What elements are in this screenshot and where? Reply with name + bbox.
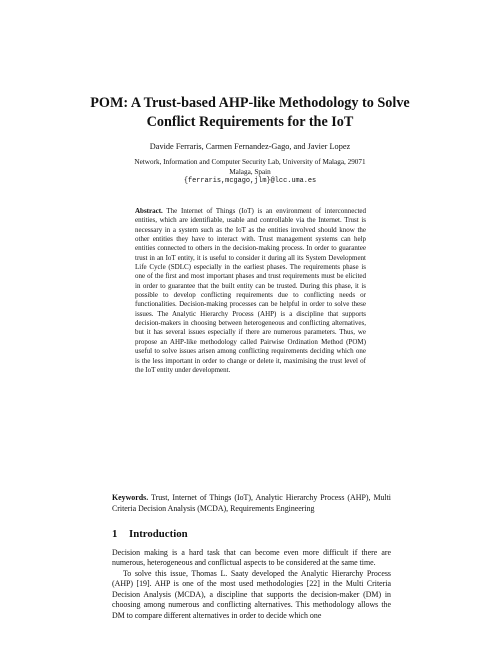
author-list: Davide Ferraris, Carmen Fernandez-Gago, and Javier Lopez — [149, 142, 351, 151]
abstract-text: The Internet of Things (IoT) is an environment of interconnected entities, which are identifiable, usable and controllable via the Internet. Trust is necessary in a system such as the IoT as the entities involved should know the other entities they have to interact with. Trust management systems can help entities connected to others in the decision-making process. In order to guarantee trust in an IoT entity, it is useful to consider it during all its System Development Life Cycle (SDLC) especially in the earliest phases. The requirements phase is one of the first and most important phases and trust requirements must be elicited in order to guarantee that the built entity can be trusted. During this phase, it is possible to develop conflicting requirements due to conflicting needs or functionalities. Decision-making processes can be helpful in order to solve these issues. The Analytic Hierarchy Process (AHP) is a discipline that supports decision-makers in choosing between heterogeneous and conflicting alternatives, but it has several issues especially if there are numerous parameters. Thus, we propose an AHP-like methodology called Pairwise Ordination Method (POM) useful to solve issues arisen among conflicting requirements deciding which one is the less important in order to change or delete it, maximising the trust level of the IoT entity under development. — [135, 207, 367, 374]
section-title: Introduction — [129, 528, 188, 540]
section-number: 1 — [112, 528, 118, 540]
keywords-text: Trust, Internet of Things (IoT), Analytic Hierarchy Process (AHP), Multi Criteria Decision Analysis (MCDA), Requirements Engineering — [112, 493, 391, 513]
affiliation-line-2: Malaga, Spain — [229, 167, 271, 176]
keywords-label: Keywords. — [112, 493, 149, 502]
keywords — [112, 493, 391, 514]
paper-title: POM: A Trust-based AHP-like Methodology to Solve Conflict Requirements for the IoT — [90, 95, 410, 130]
affiliation — [60, 158, 440, 187]
affiliation-line-1: Network, Information and Computer Security Lab, University of Malaga, 29071 — [134, 158, 366, 166]
intro-paragraph-2: To solve this issue, Thomas L. Saaty developed the Analytic Hierarchy Process (AHP) [19]. AHP is one of the most used methodologies [22] in the Multi Criteria Decision Analysis (MCDA), a discipline that supports the decision-maker (DM) in choosing among numerous and conflicting alternatives. This methodology allows the DM to compare different alternatives in order to decide which one — [112, 568, 391, 620]
abstract — [135, 207, 366, 375]
section-heading — [112, 528, 391, 541]
abstract-label: Abstract. — [135, 207, 163, 215]
section-body — [112, 548, 391, 621]
author-email: {ferraris,mcgago,jlm}@lcc.uma.es — [183, 177, 317, 186]
intro-paragraph-1: Decision making is a hard task that can become even more difficult if there are numerous, heterogeneous and conflictual aspects to be considered at the same time. — [112, 548, 391, 568]
